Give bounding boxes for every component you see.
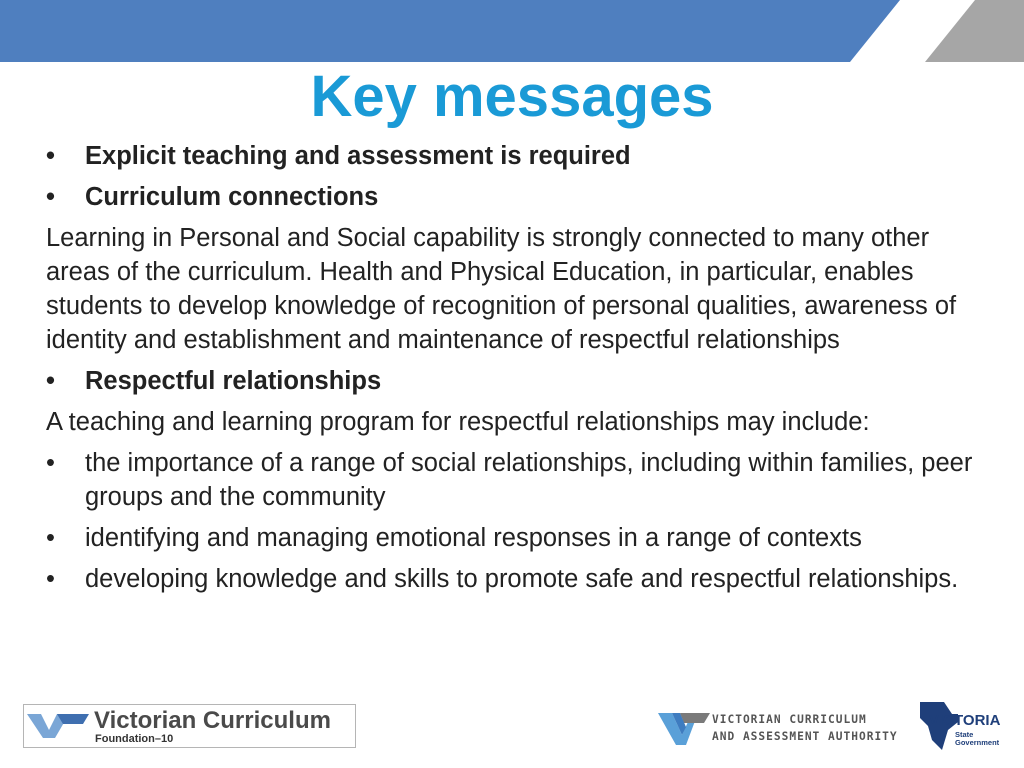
bullet-text: Curriculum connections	[85, 183, 379, 211]
victoria-logo-government: Government	[955, 738, 1000, 747]
list-item-text: developing knowledge and skills to promote safe and respectful relationships.	[85, 565, 959, 593]
bullet-marker: •	[46, 565, 55, 593]
bullet-text: Explicit teaching and assessment is required	[85, 142, 631, 170]
bullet-curriculum-connections	[46, 180, 996, 214]
list-item	[46, 521, 996, 555]
banner-blue-band	[0, 0, 900, 62]
slide-title: Key messages	[310, 64, 714, 129]
bullet-text: Respectful relationships	[85, 367, 382, 395]
list-item-text: the importance of a range of social relationships, including within families, peer groups and the community	[85, 449, 973, 511]
vcaa-logo	[658, 704, 898, 750]
vcaa-chevron-icon	[658, 707, 710, 747]
bullet-respectful-relationships	[46, 364, 996, 398]
bullet-marker: •	[46, 183, 55, 211]
victoria-logo-state: State	[955, 730, 974, 739]
vcaa-line1: VICTORIAN CURRICULUM	[712, 713, 867, 726]
vc-logo-sub: Foundation–10	[95, 733, 174, 745]
list-item	[46, 562, 996, 596]
bullet-marker: •	[46, 449, 55, 477]
slide-content	[46, 139, 996, 596]
list-item	[46, 446, 996, 514]
vc-chevron-icon	[27, 710, 91, 740]
top-banner	[0, 0, 1024, 62]
victorian-curriculum-logo	[23, 704, 356, 748]
victoria-state-government-logo	[918, 700, 1008, 752]
paragraph-curriculum-connections: Learning in Personal and Social capability is strongly connected to many other areas of the curriculum. Health and Physical Education, in particular, enables students to develop knowledge of recognition of personal qualities, awareness of identity and establishment and maintenance of respectful relationships	[46, 224, 957, 354]
vcaa-line2: AND ASSESSMENT AUTHORITY	[712, 730, 898, 743]
list-item-text: identifying and managing emotional responses in a range of contexts	[85, 524, 862, 552]
bullet-marker: •	[46, 524, 55, 552]
bullet-explicit-teaching	[46, 139, 996, 173]
victoria-logo-word: VICTORIA	[929, 712, 1001, 729]
bullet-marker: •	[46, 367, 55, 395]
vc-logo-name: Victorian Curriculum	[94, 707, 331, 734]
paragraph-program-intro: A teaching and learning program for respectful relationships may include:	[46, 408, 870, 436]
bullet-marker: •	[46, 142, 55, 170]
